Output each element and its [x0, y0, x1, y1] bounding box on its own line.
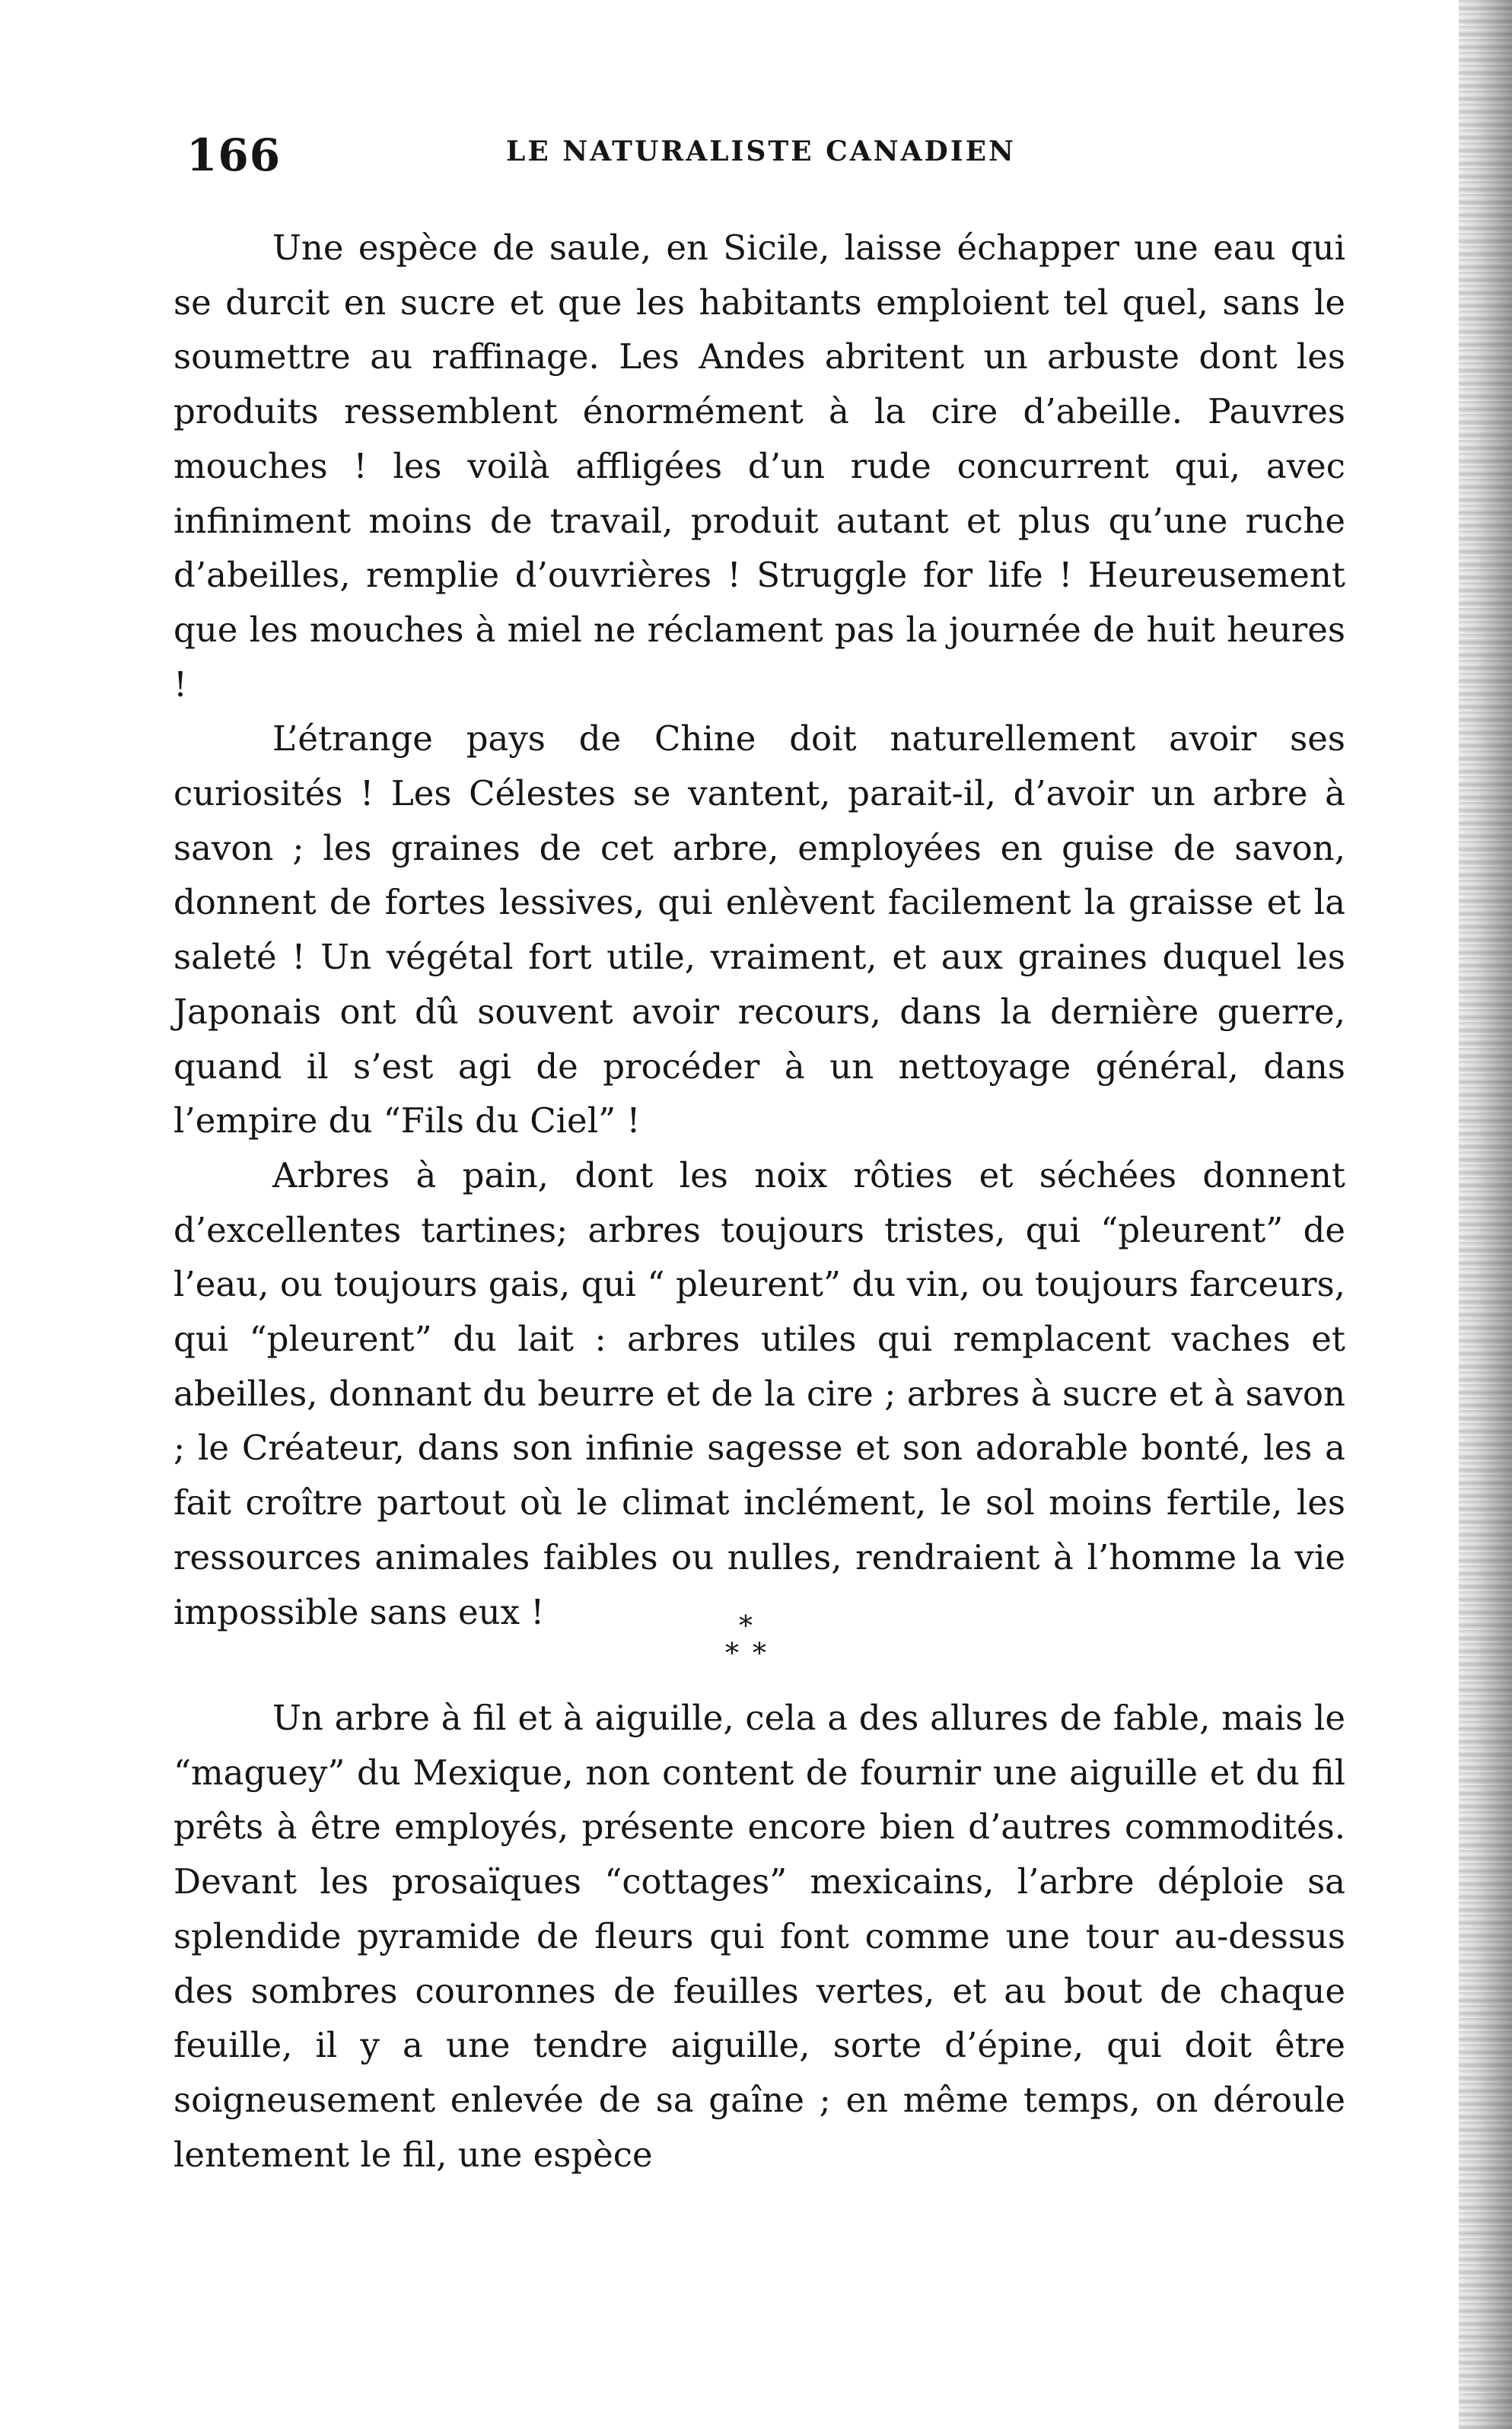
text-section-upper	[173, 221, 1345, 1642]
paragraph-soap-tree: L’étrange pays de Chine doit naturellement avoir ses curiosités ! Les Célestes se vantent, parait-il, d’avoir un arbre à savon ; les graines de cet arbre, employées en guise de savon, donnent de fortes lessives, qui enlèvent facilement la graisse et la saleté ! Un végétal fort utile, vraiment, et aux graines duquel les Japonais ont dû souvent avoir recours, dans la dernière guerre, quand il s’est agi de procéder à un nettoyage général, dans l’empire du “Fils du Ciel” !	[173, 718, 1345, 1141]
section-separator-asterism	[700, 1613, 791, 1674]
page-number: 166	[186, 129, 282, 181]
running-title: LE NATURALISTE CANADIEN	[506, 135, 1016, 167]
paragraph-useful-trees: Arbres à pain, dont les noix rôties et séchées donnent d’excellentes tartines; arbres toujours tristes, qui “pleurent” de l’eau, ou toujours gais, qui “ pleurent” du vin, ou toujours farceurs, qui “pleurent” du lait : arbres utiles qui remplacent vaches et abeilles, donnant du beurre et de la cire ; arbres à sucre et à savon ; le Créateur, dans son infinie sagesse et son adorable bonté, les a fait croître partout où le climat inclément, le sol moins fertile, les ressources animales faibles ou nulles, rendraient à l’homme la vie impossible sans eux !	[173, 1154, 1345, 1632]
asterism-top: *	[739, 1611, 753, 1642]
text-section-lower	[173, 1691, 1345, 2182]
paragraph-maguey: Un arbre à fil et à aiguille, cela a des allures de fable, mais le “maguey” du Mexique, non content de fournir une aiguille et du fil prêts à être employés, présente encore bien d’autres commodités. Devant les prosaïques “cottages” mexicains, l’arbre déploie sa splendide pyramide de fleurs qui font comme une tour au-dessus des sombres couronnes de feuilles vertes, et au bout de chaque feuille, il y a une tendre aiguille, sorte d’épine, qui doit être soigneusement enlevée de sa gaîne ; en même temps, on déroule lentement le fil, une espèce	[173, 1698, 1345, 2175]
paragraph-willow-sugar: Une espèce de saule, en Sicile, laisse échapper une eau qui se durcit en sucre et que les habitants emploient tel quel, sans le soumettre au raffinage. Les Andes abritent un arbuste dont les produits ressemblent énormément à la cire d’abeille. Pauvres mouches ! les voilà affligées d’un rude concurrent qui, avec infiniment moins de travail, produit autant et plus qu’une ruche d’abeilles, remplie d’ouvrières ! Struggle for life ! Heureusement que les mouches à miel ne réclament pas la journée de huit heures !	[173, 228, 1345, 705]
scanned-page-edge	[1459, 0, 1512, 2429]
asterism-bottom: **	[725, 1638, 780, 1670]
page-header	[186, 129, 1343, 190]
